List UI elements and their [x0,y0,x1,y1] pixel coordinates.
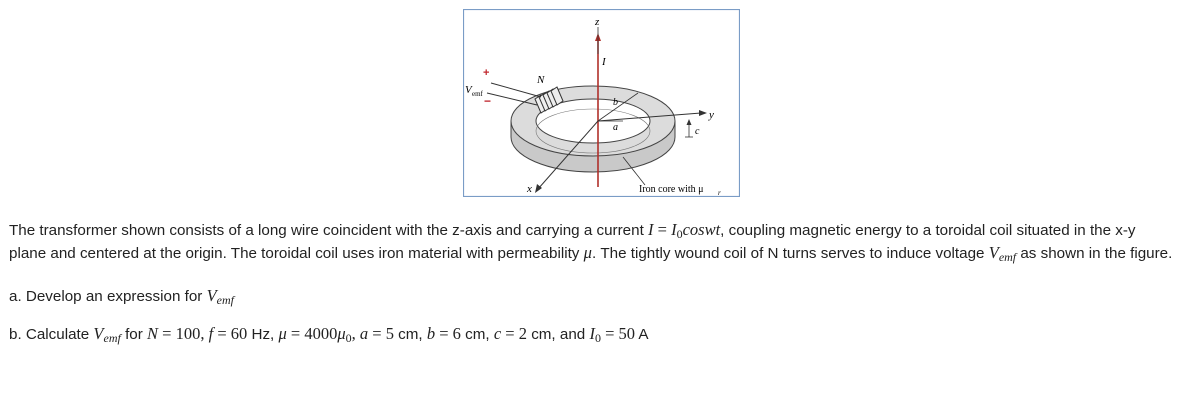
qb-math-f-eq: = 60 [213,324,248,343]
p1-math-I: I [648,220,654,239]
label-N: N [537,74,545,86]
qb-math-b: b [426,324,436,343]
qb-math-V-sub: emf [103,331,121,345]
label-b: b [613,97,618,108]
p1-text-2: , coupling magnetic energy to a toroidal coil situated in the x-y [720,222,1136,239]
problem-line-2 [9,242,1194,265]
qb-math-a-eq: = 5 [368,324,394,343]
iron-core-text: Iron core with μ [639,184,704,195]
qb-math-b-eq: = 6 [435,324,461,343]
question-a [9,285,234,308]
qb-math-f: f [208,324,214,343]
qb-math-mu: μ [278,324,287,343]
label-a: a [613,122,618,133]
vemf-sub: emf [472,90,483,98]
qb-math-comma: , [351,324,360,343]
qb-math-c: c [493,324,502,343]
toroid-transformer-figure [463,9,740,197]
p1-math-V-sub: emf [998,250,1017,264]
label-x: x [527,183,532,195]
qb-text-7: A [635,326,649,343]
qb-math-mu-eq: = 4000 [286,324,338,343]
qb-math-I0-sub: 0 [594,331,601,345]
p1-math-mu: μ [583,243,592,262]
label-z: z [595,16,600,28]
vemf-plus: + [483,67,490,79]
question-b [9,323,649,346]
qb-math-N: N [147,324,159,343]
qb-math-a: a [359,324,369,343]
problem-statement [9,219,1194,265]
qb-math-I0-eq: = 50 [600,324,635,343]
label-c: c [695,126,700,137]
p1-math-cos: coswt [682,220,721,239]
qb-text-3: Hz, [247,326,279,343]
qa-text: a. Develop an expression for [9,288,207,305]
p1-math-I0-sub: 0 [676,227,683,241]
qb-math-I0: I [589,324,595,343]
qb-text-4: cm, [393,326,427,343]
qb-math-c-eq: = 2 [501,324,527,343]
p1-text-3: plane and centered at the origin. The toroidal coil uses iron material with permeability [9,245,584,262]
label-y: y [709,109,714,121]
label-I: I [602,56,606,68]
qb-text-6: cm, and [526,326,590,343]
vemf-V: V [465,84,472,96]
problem-line-1 [9,219,1194,242]
qb-math-V: V [93,324,104,343]
p1-text-1: The transformer shown consists of a long wire coincident with the z-axis and carrying a current [9,222,649,239]
qb-math-mu0: μ [337,324,346,343]
qb-text-2: for [120,326,148,343]
p1-math-eq: = [653,220,672,239]
qb-text-5: cm, [460,326,494,343]
p1-text-4: . The tightly wound coil of N turns serves to induce voltage [591,245,989,262]
qb-math-mu0-sub: 0 [345,331,352,345]
qa-math-V: V [206,286,217,305]
iron-core-sub: r [718,189,721,197]
qb-math-N-val: = 100, [158,324,209,343]
qb-text-1: b. Calculate [9,326,94,343]
p1-math-V: V [988,243,999,262]
qa-math-V-sub: emf [216,293,234,307]
vemf-minus: − [484,94,492,108]
p1-math-I0: I [671,220,677,239]
p1-text-5: as shown in the figure. [1016,245,1173,262]
